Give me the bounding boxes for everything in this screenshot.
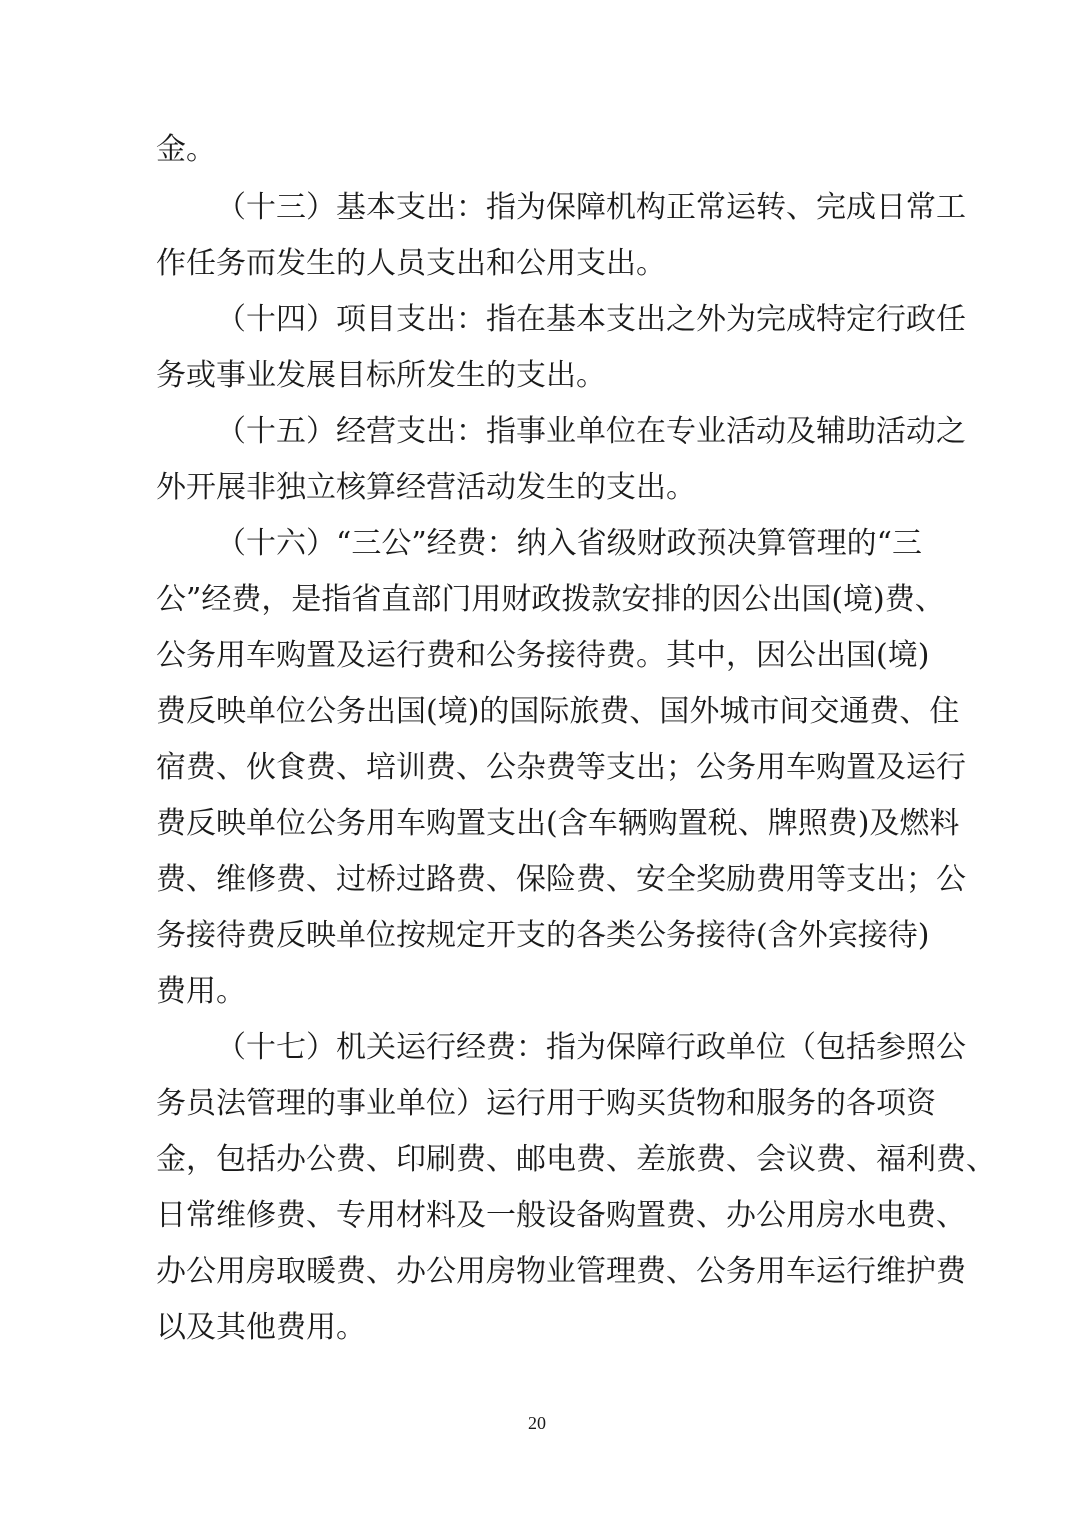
text-line: 金。 (156, 132, 216, 167)
text-line: （十七）机关运行经费：指为保障行政单位（包括参照公 (216, 1030, 966, 1065)
text-line: 作任务而发生的人员支出和公用支出。 (156, 246, 666, 281)
text-line: 以及其他费用。 (156, 1310, 366, 1345)
text-line: （十六）“三公”经费：纳入省级财政预决算管理的“三 (216, 526, 923, 561)
text-line: 办公用房取暖费、办公用房物业管理费、公务用车运行维护费 (156, 1254, 966, 1289)
page-number: 20 (528, 1413, 546, 1433)
text-line: （十三）基本支出：指为保障机构正常运转、完成日常工 (216, 190, 966, 225)
text-line: 公务用车购置及运行费和公务接待费。其中，因公出国(境) (156, 638, 930, 673)
text-line: 公”经费，是指省直部门用财政拨款安排的因公出国(境)费、 (156, 582, 945, 617)
text-line: （十五）经营支出：指事业单位在专业活动及辅助活动之 (216, 414, 966, 449)
text-line: 外开展非独立核算经营活动发生的支出。 (156, 470, 696, 505)
text-line: 务接待费反映单位按规定开支的各类公务接待(含外宾接待) (156, 918, 930, 953)
text-line: 费反映单位公务用车购置支出(含车辆购置税、牌照费)及燃料 (156, 806, 960, 841)
text-line: 务员法管理的事业单位）运行用于购买货物和服务的各项资 (156, 1086, 936, 1121)
text-line: 费反映单位公务出国(境)的国际旅费、国外城市间交通费、住 (156, 694, 960, 729)
text-line: 费、维修费、过桥过路费、保险费、安全奖励费用等支出；公 (156, 862, 966, 897)
text-line: 金，包括办公费、印刷费、邮电费、差旅费、会议费、福利费、 (156, 1142, 996, 1177)
text-line: 费用。 (156, 974, 246, 1009)
text-line: 务或事业发展目标所发生的支出。 (156, 358, 606, 393)
text-line: 日常维修费、专用材料及一般设备购置费、办公用房水电费、 (156, 1198, 966, 1233)
text-line: 宿费、伙食费、培训费、公杂费等支出；公务用车购置及运行 (156, 750, 966, 785)
text-line: （十四）项目支出：指在基本支出之外为完成特定行政任 (216, 302, 966, 337)
